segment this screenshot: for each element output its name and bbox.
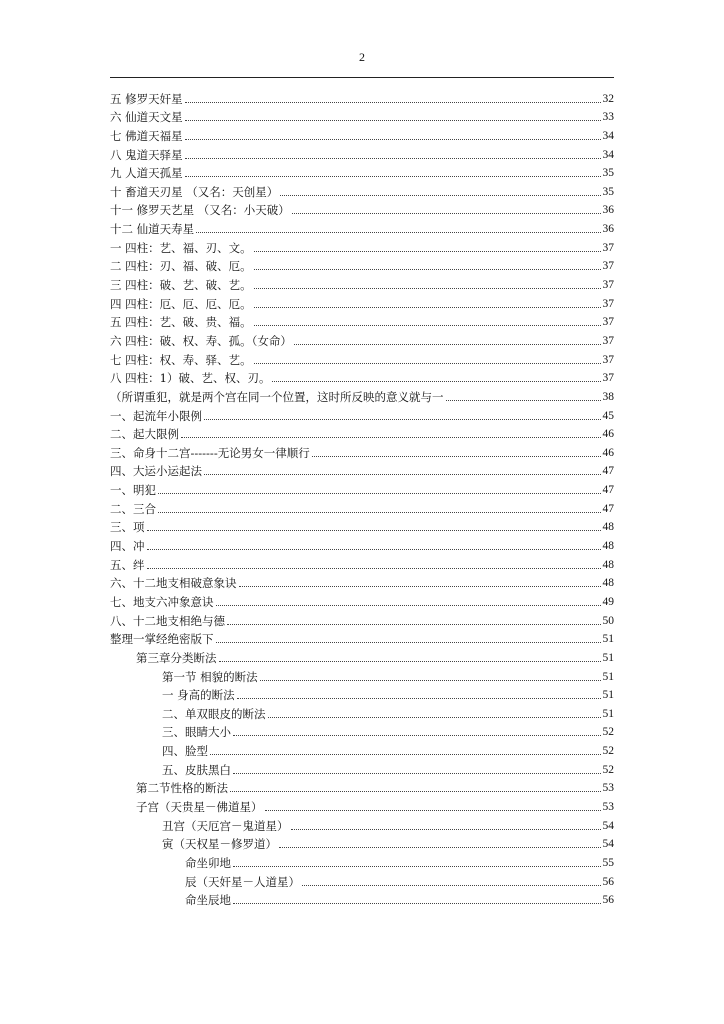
toc-dot-leader <box>185 158 601 159</box>
toc-entry-title: 一 身高的断法 <box>162 688 235 703</box>
toc-dot-leader <box>280 195 600 196</box>
toc-entry-page: 37 <box>602 260 614 273</box>
toc-entry-title: 一 四柱：艺、福、刃、文。 <box>110 240 252 255</box>
toc-entry-title: 八、十二地支相绝与德 <box>110 613 225 628</box>
toc-dot-leader <box>204 419 601 420</box>
toc-dot-leader <box>254 251 601 252</box>
toc-entry-title: 整理一掌经绝密版下 <box>110 632 214 647</box>
toc-entry-page: 46 <box>602 428 614 441</box>
toc-entry-page: 53 <box>602 800 614 813</box>
toc-dot-leader <box>219 661 601 662</box>
toc-entry-title: 六 仙道天文星 <box>110 110 183 125</box>
toc-dot-leader <box>254 269 601 270</box>
toc-entry-page: 51 <box>602 670 614 683</box>
toc-entry-page: 37 <box>602 372 614 385</box>
toc-entry[interactable] <box>110 665 614 684</box>
toc-entry-page: 53 <box>602 782 614 795</box>
toc-dot-leader <box>254 325 601 326</box>
toc-entry[interactable] <box>110 162 614 181</box>
toc-entry[interactable] <box>110 814 614 833</box>
toc-entry[interactable] <box>110 348 614 367</box>
toc-dot-leader <box>265 810 601 811</box>
toc-entry-title: 三、项 <box>110 520 145 535</box>
toc-entry-page: 52 <box>602 726 614 739</box>
toc-entry-title: 三、眼睛大小 <box>162 725 231 740</box>
toc-entry-page: 47 <box>602 502 614 515</box>
toc-entry[interactable] <box>110 255 614 274</box>
toc-dot-leader <box>216 605 601 606</box>
toc-entry[interactable] <box>110 385 614 404</box>
toc-dot-leader <box>147 530 601 531</box>
toc-entry-page: 52 <box>602 745 614 758</box>
toc-entry-title: 五 四柱：艺、破、贵、福。 <box>110 315 252 330</box>
toc-entry-title: 四、冲 <box>110 539 145 554</box>
toc-entry[interactable] <box>110 124 614 143</box>
toc-entry-page: 35 <box>602 185 614 198</box>
toc-dot-leader <box>291 829 601 830</box>
toc-entry[interactable] <box>110 590 614 609</box>
toc-entry-title: 五、皮肤黑白 <box>162 762 231 777</box>
toc-dot-leader <box>233 735 601 736</box>
toc-entry-page: 37 <box>602 241 614 254</box>
toc-entry[interactable] <box>110 684 614 703</box>
toc-entry-title: 第二节性格的断法 <box>136 781 228 796</box>
toc-entry-page: 48 <box>602 577 614 590</box>
toc-entry-title: 九 人道天孤星 <box>110 166 183 181</box>
toc-dot-leader <box>254 307 601 308</box>
toc-entry-title: 寅（天权星－修罗道） <box>162 837 277 852</box>
toc-entry-title: 八 鬼道天驿星 <box>110 147 183 162</box>
toc-entry-page: 47 <box>602 465 614 478</box>
toc-entry-title: 一、起流年小限例 <box>110 408 202 423</box>
toc-entry[interactable] <box>110 199 614 218</box>
toc-entry[interactable] <box>110 795 614 814</box>
toc-dot-leader <box>446 400 601 401</box>
toc-entry-page: 37 <box>602 297 614 310</box>
toc-entry-page: 51 <box>602 651 614 664</box>
toc-entry[interactable] <box>110 739 614 758</box>
toc-entry-title: 三、命身十二宫-------无论男女一律顺行 <box>110 445 310 460</box>
toc-entry[interactable] <box>110 460 614 479</box>
toc-entry-page: 51 <box>602 633 614 646</box>
toc-entry-page: 48 <box>602 521 614 534</box>
toc-entry[interactable] <box>110 758 614 777</box>
toc-entry-page: 54 <box>602 819 614 832</box>
toc-dot-leader <box>181 437 601 438</box>
toc-dot-leader <box>292 213 601 214</box>
toc-entry[interactable] <box>110 423 614 442</box>
toc-entry-page: 34 <box>602 148 614 161</box>
toc-dot-leader <box>147 568 601 569</box>
toc-entry[interactable] <box>110 777 614 796</box>
toc-dot-leader <box>272 381 600 382</box>
toc-entry-page: 45 <box>602 409 614 422</box>
toc-dot-leader <box>227 624 601 625</box>
toc-entry[interactable] <box>110 889 614 908</box>
toc-entry[interactable] <box>110 609 614 628</box>
toc-entry[interactable] <box>110 497 614 516</box>
toc-entry-page: 48 <box>602 540 614 553</box>
toc-dot-leader <box>216 642 601 643</box>
toc-entry-page: 32 <box>602 92 614 105</box>
toc-entry-page: 46 <box>602 446 614 459</box>
toc-entry-title: 命坐卯地 <box>185 855 231 870</box>
toc-dot-leader <box>254 288 601 289</box>
toc-entry[interactable] <box>110 851 614 870</box>
toc-entry[interactable] <box>110 217 614 236</box>
toc-entry-page: 36 <box>602 204 614 217</box>
toc-dot-leader <box>260 680 601 681</box>
toc-dot-leader <box>158 512 601 513</box>
toc-entry-page: 35 <box>602 167 614 180</box>
toc-entry-page: 56 <box>602 875 614 888</box>
toc-entry[interactable] <box>110 143 614 162</box>
toc-entry-title: 七 四柱：权、寿、驿、艺。 <box>110 352 252 367</box>
toc-entry[interactable] <box>110 404 614 423</box>
toc-entry-title: 十 畜道天刃星 （又名：天创星） <box>110 184 279 199</box>
page-number: 2 <box>359 50 365 64</box>
toc-entry[interactable] <box>110 721 614 740</box>
toc-entry-page: 37 <box>602 334 614 347</box>
toc-entry-page: 37 <box>602 353 614 366</box>
toc-entry-page: 51 <box>602 689 614 702</box>
toc-entry-page: 36 <box>602 223 614 236</box>
toc-entry-title: 四、大运小运起法 <box>110 464 202 479</box>
toc-dot-leader <box>294 344 601 345</box>
toc-entry-title: 二、起大限例 <box>110 427 179 442</box>
toc-entry[interactable] <box>110 628 614 647</box>
toc-entry[interactable] <box>110 516 614 535</box>
toc-entry-title: 第三章分类断法 <box>136 650 217 665</box>
toc-entry-title: 七、地支六冲象意诀 <box>110 594 214 609</box>
toc-entry-title: 辰（天奸星－人道星） <box>185 874 300 889</box>
toc-entry[interactable] <box>110 236 614 255</box>
toc-entry[interactable] <box>110 870 614 889</box>
toc-entry-title: 五、绊 <box>110 557 145 572</box>
toc-entry-title: 命坐辰地 <box>185 893 231 908</box>
toc-entry-page: 48 <box>602 558 614 571</box>
toc-entry-title: 十二 仙道天寿星 <box>110 222 195 237</box>
toc-entry[interactable] <box>110 702 614 721</box>
toc-entry[interactable] <box>110 180 614 199</box>
toc-entry-title: 六 四柱：破、权、寿、孤。（女命） <box>110 333 292 348</box>
toc-entry-title: 子宫（天贵星－佛道星） <box>136 799 263 814</box>
toc-entry[interactable] <box>110 311 614 330</box>
toc-entry[interactable] <box>110 273 614 292</box>
toc-dot-leader <box>158 493 601 494</box>
toc-entry-title: 七 佛道天福星 <box>110 128 183 143</box>
toc-entry[interactable] <box>110 292 614 311</box>
toc-entry-title: 二、单双眼皮的断法 <box>162 706 266 721</box>
toc-entry-page: 49 <box>602 595 614 608</box>
toc-entry[interactable] <box>110 329 614 348</box>
toc-entry-page: 33 <box>602 111 614 124</box>
toc-entry[interactable] <box>110 833 614 852</box>
toc-entry-title: 八 四柱：1）破、艺、权、刃。 <box>110 371 271 386</box>
toc-entry-title: （所谓重犯，就是两个宫在同一个位置，这时所反映的意义就与一 <box>110 389 444 404</box>
toc-dot-leader <box>233 773 601 774</box>
toc-dot-leader <box>312 456 601 457</box>
toc-entry[interactable] <box>110 441 614 460</box>
toc-dot-leader <box>196 232 600 233</box>
toc-entry[interactable] <box>110 553 614 572</box>
toc-entry[interactable] <box>110 478 614 497</box>
toc-dot-leader <box>185 102 601 103</box>
toc-entry-title: 二、三合 <box>110 501 156 516</box>
toc-entry[interactable] <box>110 646 614 665</box>
toc-entry-page: 37 <box>602 279 614 292</box>
toc-entry-title: 四、脸型 <box>162 744 208 759</box>
toc-entry-page: 55 <box>602 856 614 869</box>
toc-entry-title: 六、十二地支相破意象诀 <box>110 576 237 591</box>
toc-entry[interactable] <box>110 534 614 553</box>
toc-entry-title: 四 四柱：厄、厄、厄、厄。 <box>110 296 252 311</box>
toc-entry-title: 十一 修罗天艺星 （又名：小天破） <box>110 203 290 218</box>
toc-dot-leader <box>147 549 601 550</box>
toc-dot-leader <box>237 698 601 699</box>
toc-dot-leader <box>279 847 601 848</box>
toc-entry[interactable] <box>110 572 614 591</box>
toc-entry-title: 二 四柱：刃、福、破、厄。 <box>110 259 252 274</box>
toc-dot-leader <box>268 717 601 718</box>
toc-dot-leader <box>185 176 601 177</box>
toc-entry-page: 56 <box>602 894 614 907</box>
toc-dot-leader <box>239 586 601 587</box>
toc-entry-page: 51 <box>602 707 614 720</box>
toc-entry-page: 34 <box>602 129 614 142</box>
toc-dot-leader <box>185 139 601 140</box>
header-rule <box>110 77 614 78</box>
toc-dot-leader <box>233 903 601 904</box>
toc-entry-page: 47 <box>602 484 614 497</box>
toc-entry-title: 三 四柱：破、艺、破、艺。 <box>110 278 252 293</box>
toc-dot-leader <box>254 363 601 364</box>
table-of-contents <box>110 87 614 907</box>
toc-dot-leader <box>204 474 601 475</box>
toc-entry-title: 一、明犯 <box>110 483 156 498</box>
toc-dot-leader <box>233 866 601 867</box>
toc-entry-title: 第一节 相貌的断法 <box>162 669 258 684</box>
toc-entry[interactable] <box>110 367 614 386</box>
toc-dot-leader <box>185 120 601 121</box>
toc-dot-leader <box>230 791 601 792</box>
toc-entry-page: 50 <box>602 614 614 627</box>
toc-dot-leader <box>302 885 601 886</box>
toc-entry-title: 五 修罗天奸星 <box>110 91 183 106</box>
toc-entry-page: 38 <box>602 390 614 403</box>
toc-entry-page: 37 <box>602 316 614 329</box>
toc-entry[interactable] <box>110 87 614 106</box>
toc-entry-page: 52 <box>602 763 614 776</box>
toc-entry-page: 54 <box>602 838 614 851</box>
toc-entry-title: 丑宫（天厄宫－鬼道星） <box>162 818 289 833</box>
toc-entry[interactable] <box>110 106 614 125</box>
toc-dot-leader <box>210 754 601 755</box>
